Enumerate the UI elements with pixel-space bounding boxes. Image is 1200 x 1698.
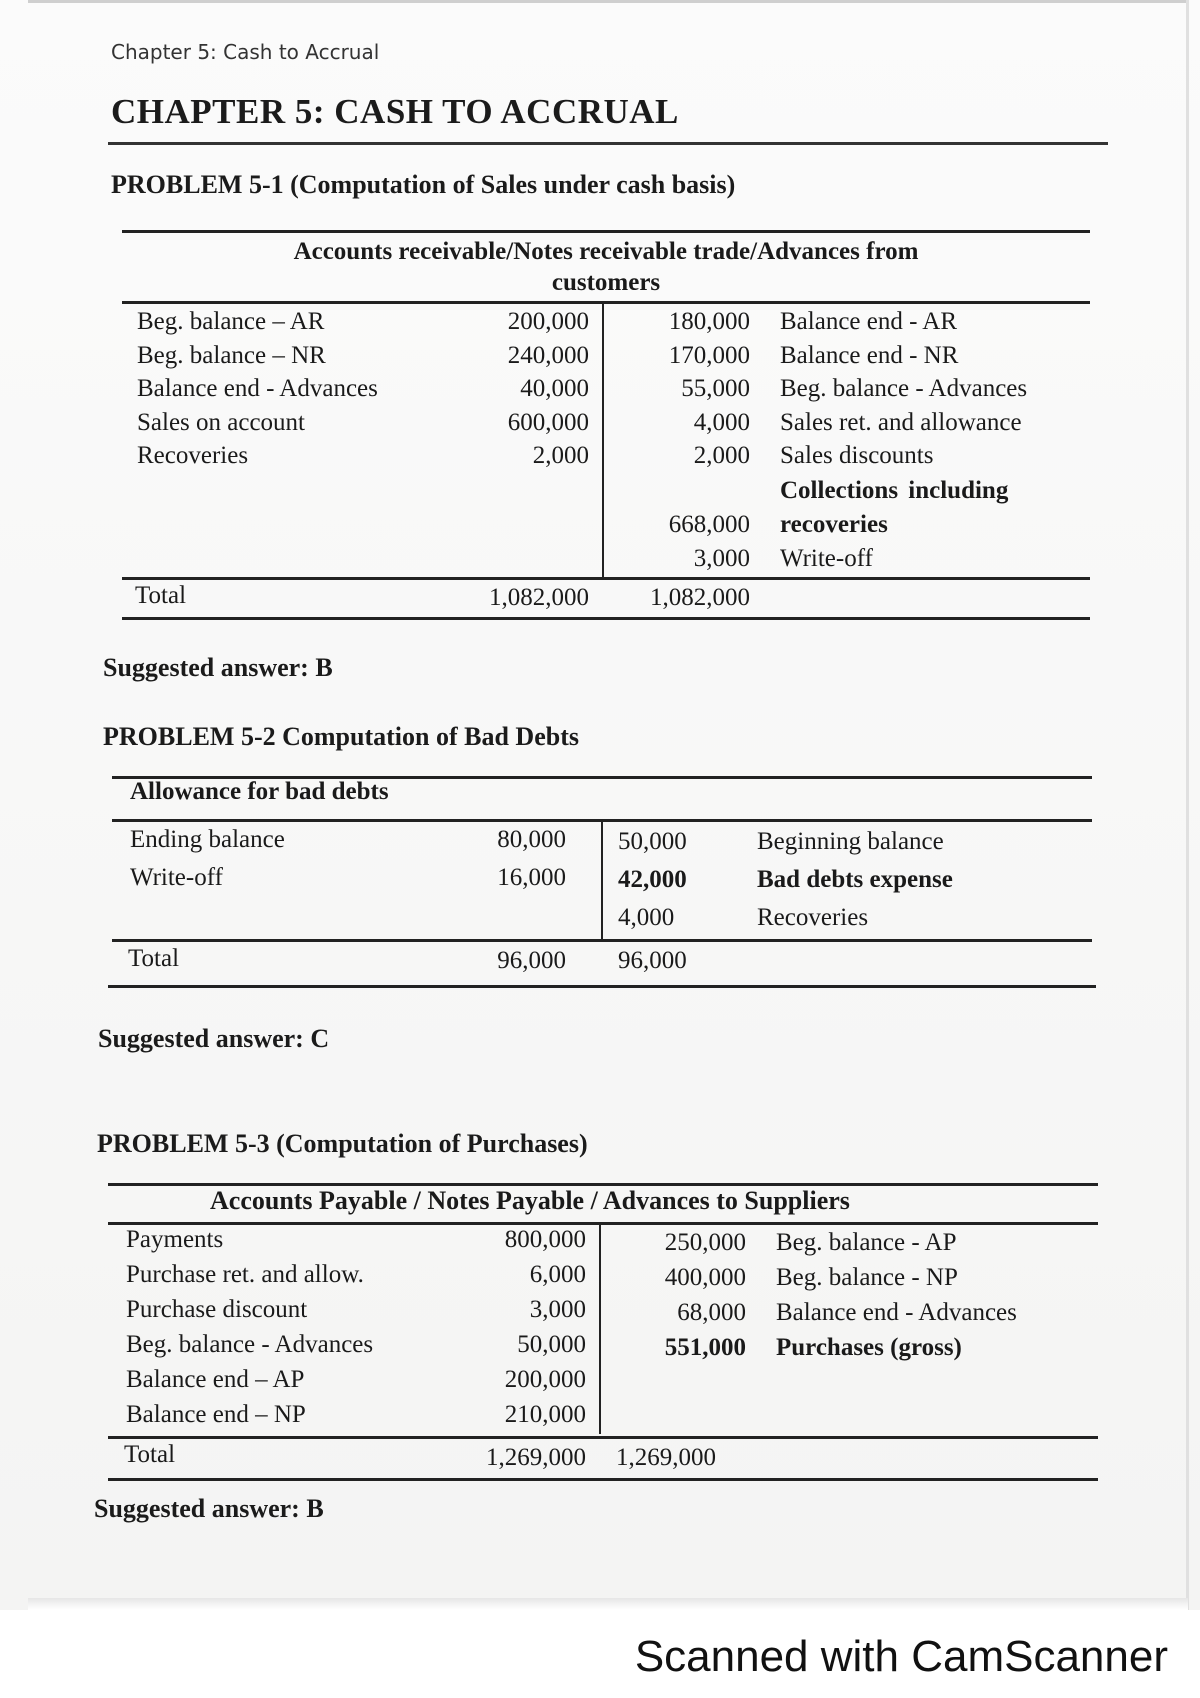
debit-value: 80,000 xyxy=(497,826,566,853)
total-credit-value: 1,082,000 xyxy=(650,584,750,611)
problem-5-2-answer: Suggested answer: C xyxy=(98,1024,330,1053)
debit-value: 600,000 xyxy=(507,409,589,436)
writeoff-label: Write-off xyxy=(780,545,873,572)
credit-label: Bad debts expense xyxy=(757,866,953,893)
debit-value: 40,000 xyxy=(520,375,589,402)
credit-label: Purchases (gross) xyxy=(776,1334,962,1361)
collections-label-line1: Collections including xyxy=(780,477,1009,504)
problem-5-1-answer: Suggested answer: B xyxy=(103,653,333,682)
credit-value: 4,000 xyxy=(693,409,750,436)
credit-label: Beg. balance - Advances xyxy=(780,375,1028,402)
t-account-bottom-rule xyxy=(122,617,1090,620)
debit-value: 200,000 xyxy=(504,1366,586,1393)
t-account-divider xyxy=(601,821,603,939)
page-top-edge xyxy=(28,0,1188,3)
running-head: Chapter 5: Cash to Accrual xyxy=(111,40,380,64)
debit-value: 240,000 xyxy=(507,342,589,369)
debit-label: Balance end - Advances xyxy=(137,375,378,402)
credit-label: Balance end - AR xyxy=(780,308,958,335)
debit-label: Beg. balance - Advances xyxy=(126,1331,374,1358)
chapter-title-rule xyxy=(108,142,1108,145)
total-label: Total xyxy=(135,582,187,609)
debit-value: 2,000 xyxy=(532,442,589,469)
debit-value: 800,000 xyxy=(504,1226,586,1253)
credit-value: 4,000 xyxy=(618,904,675,931)
t-account-caption-line2: customers xyxy=(551,269,661,296)
debit-label: Beg. balance – NR xyxy=(137,342,326,369)
debit-label: Sales on account xyxy=(137,409,306,436)
t-account-caption-line1: Accounts receivable/Notes receivable trade/Advances from xyxy=(293,238,919,265)
credit-label: Balance end - NR xyxy=(780,342,959,369)
credit-label: Sales ret. and allowance xyxy=(780,409,1022,436)
credit-value: 250,000 xyxy=(664,1229,746,1256)
debit-label: Recoveries xyxy=(137,442,249,469)
page-bottom-shadow xyxy=(28,1598,1188,1610)
credit-value: 170,000 xyxy=(668,342,750,369)
credit-value: 551,000 xyxy=(664,1334,746,1361)
credit-value: 400,000 xyxy=(664,1264,746,1291)
debit-label: Balance end – NP xyxy=(126,1401,306,1428)
total-debit-value: 96,000 xyxy=(497,947,566,974)
total-credit-value: 96,000 xyxy=(618,947,687,974)
credit-label: Beginning balance xyxy=(757,828,944,855)
credit-label: Sales discounts xyxy=(780,442,934,469)
t-account-total-top-rule xyxy=(108,1436,1098,1439)
camscanner-watermark: Scanned with CamScanner xyxy=(634,1632,1168,1681)
t-account-bottom-rule xyxy=(108,985,1096,988)
t-account-caption: Accounts Payable / Notes Payable / Advances to Suppliers xyxy=(210,1186,850,1215)
debit-label: Write-off xyxy=(130,864,223,891)
total-debit-value: 1,082,000 xyxy=(489,584,589,611)
collections-value: 668,000 xyxy=(668,511,750,538)
t-account-total-top-rule xyxy=(122,577,1090,580)
debit-value: 16,000 xyxy=(497,864,566,891)
chapter-title: CHAPTER 5: CASH TO ACCRUAL xyxy=(111,92,679,131)
credit-value: 42,000 xyxy=(618,866,687,893)
problem-5-2-heading: PROBLEM 5-2 Computation of Bad Debts xyxy=(103,722,579,751)
collections-label-line2: recoveries xyxy=(780,511,888,538)
problem-5-3-answer: Suggested answer: B xyxy=(94,1494,324,1523)
debit-value: 3,000 xyxy=(529,1296,586,1323)
debit-value: 210,000 xyxy=(504,1401,586,1428)
debit-label: Purchase discount xyxy=(126,1296,308,1323)
credit-label: Recoveries xyxy=(757,904,869,931)
debit-label: Balance end – AP xyxy=(126,1366,305,1393)
debit-label: Payments xyxy=(126,1226,224,1253)
debit-label: Purchase ret. and allow. xyxy=(126,1261,364,1288)
credit-value: 180,000 xyxy=(668,308,750,335)
credit-label: Beg. balance - NP xyxy=(776,1264,958,1291)
t-account-header-rule xyxy=(122,301,1090,304)
credit-value: 50,000 xyxy=(618,828,687,855)
debit-value: 50,000 xyxy=(517,1331,586,1358)
total-debit-value: 1,269,000 xyxy=(486,1444,586,1471)
t-account-bottom-rule xyxy=(108,1478,1098,1481)
credit-value: 2,000 xyxy=(693,442,750,469)
debit-label: Beg. balance – AR xyxy=(137,308,325,335)
total-label: Total xyxy=(124,1441,176,1468)
problem-5-3-heading: PROBLEM 5-3 (Computation of Purchases) xyxy=(97,1129,588,1158)
debit-value: 6,000 xyxy=(529,1261,586,1288)
total-credit-value: 1,269,000 xyxy=(616,1444,716,1471)
t-account-total-top-rule xyxy=(112,939,1092,942)
t-account-top-rule xyxy=(122,230,1090,233)
page-right-edge xyxy=(1186,0,1189,1610)
total-label: Total xyxy=(128,945,180,972)
t-account-caption: Allowance for bad debts xyxy=(130,778,389,805)
credit-value: 68,000 xyxy=(677,1299,746,1326)
writeoff-value: 3,000 xyxy=(693,545,750,572)
credit-value: 55,000 xyxy=(681,375,750,402)
debit-value: 200,000 xyxy=(507,308,589,335)
credit-label: Balance end - Advances xyxy=(776,1299,1017,1326)
credit-label: Beg. balance - AP xyxy=(776,1229,957,1256)
debit-label: Ending balance xyxy=(130,826,285,853)
t-account-header-rule xyxy=(108,1222,1098,1225)
problem-5-1-heading: PROBLEM 5-1 (Computation of Sales under cash basis) xyxy=(111,170,736,199)
